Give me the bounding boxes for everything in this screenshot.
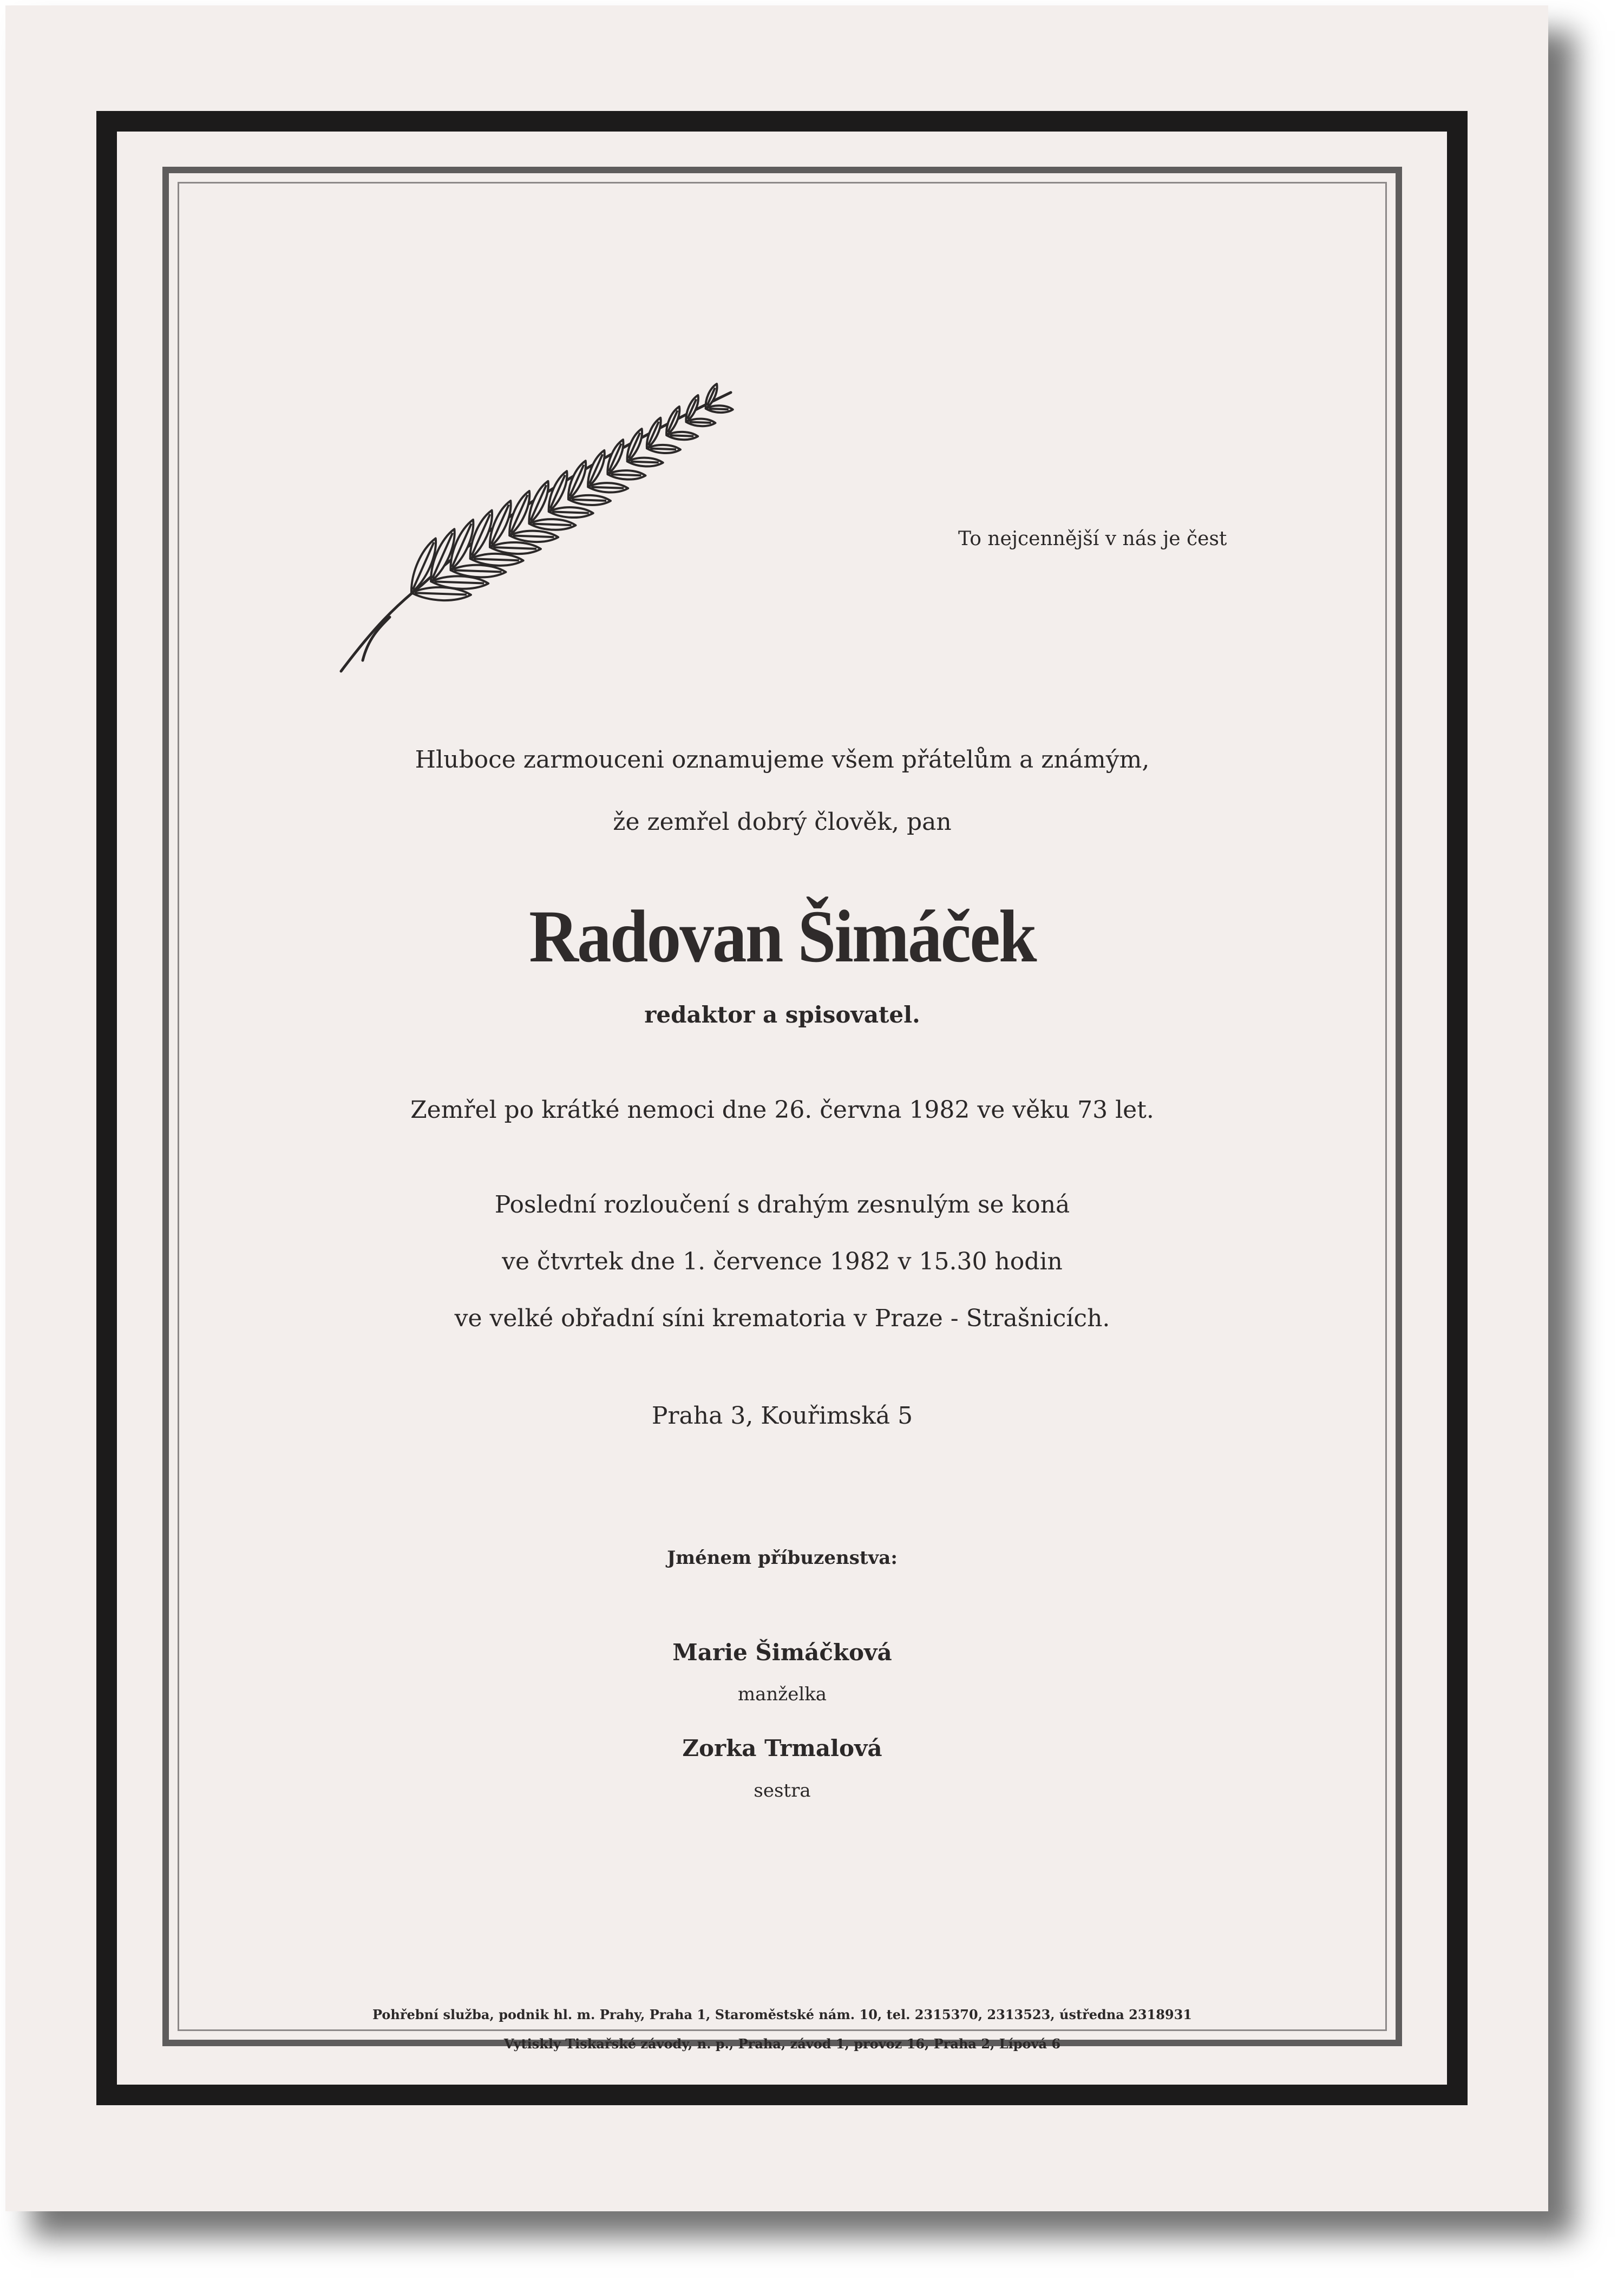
laurel-leaf-icon (548, 507, 593, 519)
relative-relation: manželka (737, 1684, 827, 1705)
relative-name: Marie Šimáčková (672, 1639, 892, 1666)
obituary-sheet (5, 5, 1548, 2211)
funeral-line-1: Poslední rozloučení s drahým zesnulým se koná (494, 1191, 1070, 1219)
address: Praha 3, Kouřimská 5 (651, 1402, 913, 1430)
intro-line-1: Hluboce zarmouceni oznamujeme všem přátelům a známým, (415, 746, 1150, 774)
laurel-leaf-icon (666, 431, 698, 440)
funeral-line-3: ve velké obřadní síni krematoria v Praze - Strašnicích. (454, 1305, 1110, 1332)
motto: To nejcennější v nás je čest (958, 528, 1227, 550)
intro-line-2: že zemřel dobrý člověk, pan (613, 808, 952, 836)
laurel-leaf-icon (529, 519, 576, 530)
laurel-leaf-icon (568, 495, 611, 506)
laurel-leaf-icon (706, 405, 733, 412)
laurel-leaf-icon (607, 470, 646, 480)
deceased-role: redaktor a spisovatel. (644, 1001, 920, 1028)
laurel-leaf-icon (509, 530, 559, 542)
laurel-leaf-icon (588, 482, 628, 493)
laurel-branch-icon (330, 379, 742, 682)
laurel-leaf-icon (686, 418, 715, 427)
death-info: Zemřel po krátké nemoci dne 26. června 1982 ve věku 73 let. (410, 1096, 1154, 1124)
relative-name: Zorka Trmalová (682, 1735, 882, 1761)
footer-printer: Vytiskly Tiskařské závody, n. p., Praha, závod 1, provoz 16, Praha 2, Lípová 6 (503, 2036, 1061, 2052)
relative-relation: sestra (754, 1780, 811, 1802)
laurel-leaf-icon (647, 444, 680, 454)
laurel-leaf-icon (490, 541, 541, 554)
footer-funeral-service: Pohřební služba, podnik hl. m. Prahy, Praha 1, Staroměstské nám. 10, tel. 2315370, 2313523, ústředna 2318931 (372, 2007, 1193, 2022)
on-behalf-heading: Jménem příbuzenstva: (667, 1547, 898, 1569)
funeral-line-2: ve čtvrtek dne 1. července 1982 v 15.30 hodin (502, 1248, 1063, 1275)
laurel-leaf-icon (627, 457, 663, 467)
deceased-name: Radovan Šimáček (529, 895, 1036, 978)
